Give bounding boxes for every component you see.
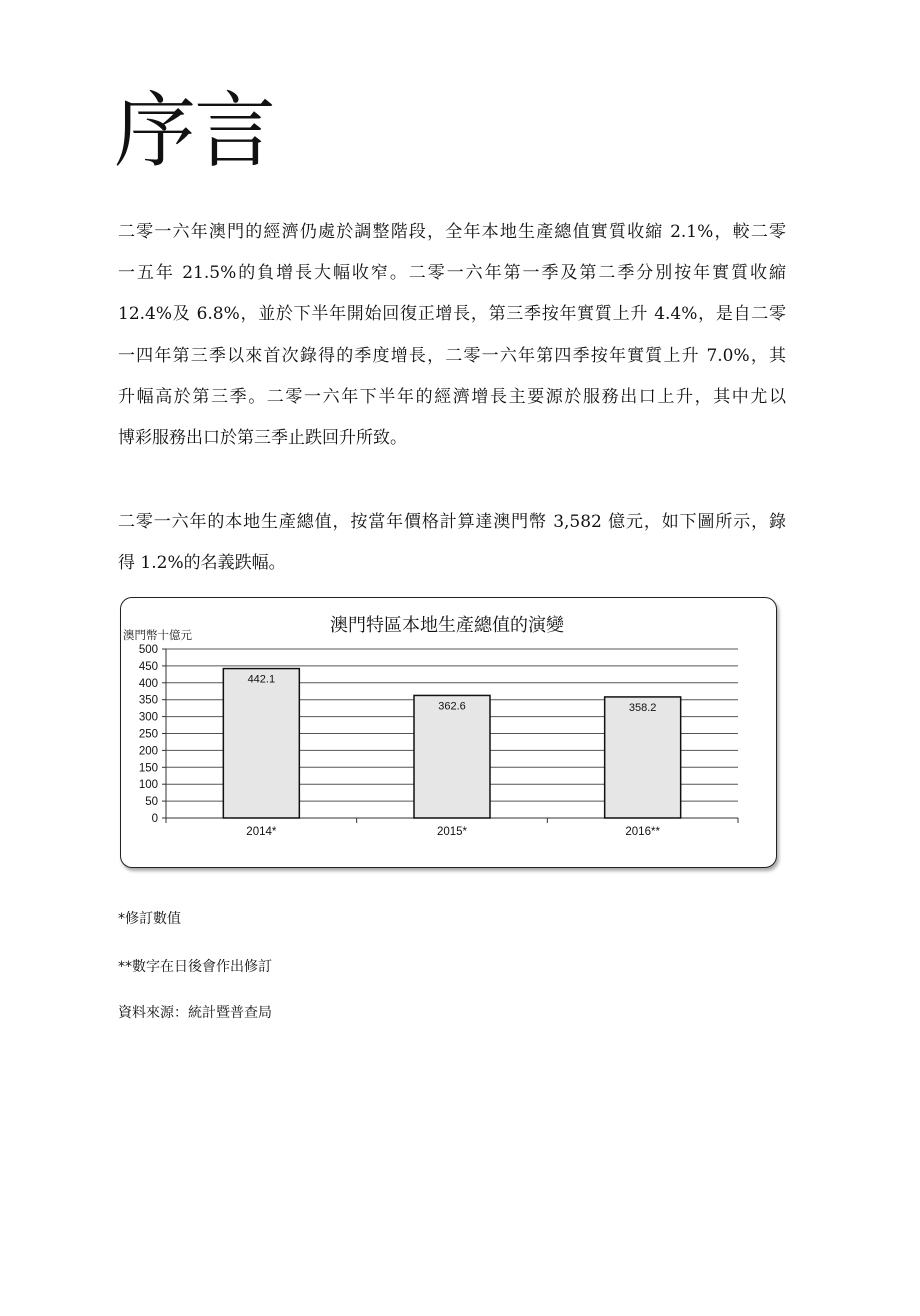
chart-title: 澳門特區本地生產總值的演變 [330,615,564,635]
paragraph-gdp-value [118,502,786,584]
y-tick-label: 350 [138,694,158,707]
paragraph-line: 升幅高於第三季。二零一六年下半年的經濟增長主要源於服務出口上升，其中尤以 [118,386,786,407]
gdp-bar-chart [121,598,776,867]
page-title: 序言 [114,84,275,179]
bar-2016 [605,697,681,818]
paragraph-line: 二零一六年澳門的經濟仍處於調整階段，全年本地生產總值實質收縮 2.1%，較二零 [118,222,786,242]
paragraph-line: 得 1.2%的名義跌幅。 [118,553,286,574]
y-tick-label: 100 [138,779,158,792]
y-tick-label: 0 [151,813,158,825]
paragraph-line: 二零一六年的本地生產總值，按當年價格計算達澳門幣 3,582 億元，如下圖所示，錄 [118,512,786,532]
paragraph-line: 一四年第三季以來首次錄得的季度增長，二零一六年第四季按年實質上升 7.0%，其 [118,345,786,366]
y-axis-label: 澳門幣十億元 [123,630,192,642]
y-tick-label: 200 [138,745,158,758]
y-tick-label: 150 [138,762,158,775]
data-label: 358.2 [628,701,657,714]
footnote-revised: *修訂數值 [118,911,181,927]
y-tick-label: 250 [138,728,158,741]
data-label: 442.1 [247,673,276,686]
paragraph-line: 一五年 21.5%的負增長大幅收窄。二零一六年第一季及第二季分別按年實質收縮 [118,263,786,284]
y-tick-label: 400 [138,677,158,690]
chart-container [120,597,777,868]
y-tick-label: 450 [138,660,158,673]
y-tick-label: 300 [138,711,158,724]
x-tick-label: 2015* [436,826,468,838]
footnote-subject-to-revision: **數字在日後會作出修訂 [118,959,272,975]
paragraph-economy-overview [118,212,786,459]
y-tick-label: 500 [138,644,158,656]
data-source: 資料來源：統計暨普查局 [118,1005,272,1021]
x-tick-label: 2016** [625,826,660,838]
bar-2014 [223,669,299,818]
x-tick-label: 2014* [246,826,277,838]
paragraph-line: 博彩服務出口於第三季止跌回升所致。 [118,427,407,448]
paragraph-line: 12.4%及 6.8%，並於下半年開始回復正增長，第三季按年實質上升 4.4%，是自二零 [118,304,786,325]
data-label: 362.6 [438,700,466,713]
bar-2015 [414,695,490,818]
y-tick-label: 50 [145,796,158,809]
